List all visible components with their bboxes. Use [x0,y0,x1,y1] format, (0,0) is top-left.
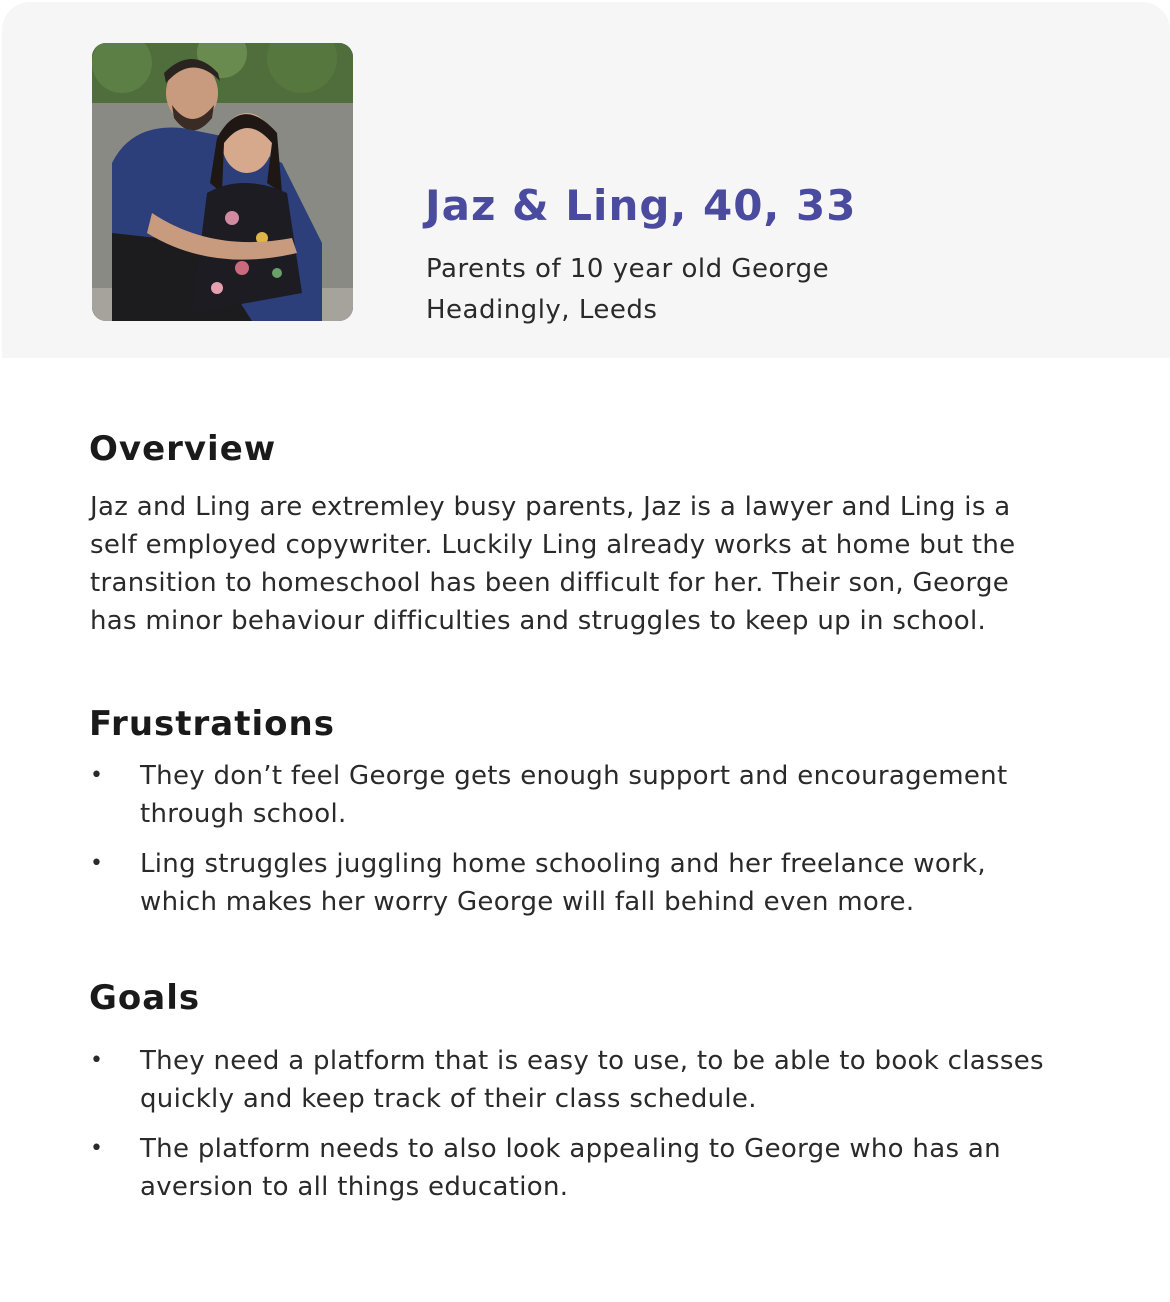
persona-location: Headingly, Leeds [426,295,658,325]
frustrations-list [90,757,1090,933]
goal-text: They need a platform that is easy to use, to be able to book classes [140,1046,1044,1076]
goal-item [90,1130,1090,1206]
frustrations-heading: Frustrations [89,704,335,744]
bullet-icon: • [90,763,104,788]
persona-header [2,2,1170,358]
goals-list [90,1042,1090,1218]
frustration-text: through school. [140,799,347,829]
frustration-text: They don’t feel George gets enough support and encouragement [140,761,1008,791]
overview-line: transition to homeschool has been difficult for her. Their son, George [90,568,1010,598]
overview-line: Jaz and Ling are extremley busy parents, Jaz is a lawyer and Ling is a [90,492,1011,522]
overview-heading: Overview [89,429,277,469]
persona-photo [92,43,353,321]
bullet-icon: • [90,1048,104,1073]
goal-item [90,1042,1090,1118]
bullet-icon: • [90,1136,104,1161]
persona-subtitle: Parents of 10 year old George [426,254,830,284]
goals-heading: Goals [89,978,201,1018]
overview-line: self employed copywriter. Luckily Ling already works at home but the [90,530,1016,560]
frustration-item [90,757,1090,833]
frustration-text: which makes her worry George will fall behind even more. [140,887,915,917]
frustration-item [90,845,1090,921]
goal-text: The platform needs to also look appealing to George who has an [140,1134,1001,1164]
overview-line: has minor behaviour difficulties and struggles to keep up in school. [90,606,987,636]
overview-text [90,488,1080,640]
frustration-text: Ling struggles juggling home schooling and her freelance work, [140,849,986,879]
bullet-icon: • [90,851,104,876]
goal-text: quickly and keep track of their class schedule. [140,1084,757,1114]
couple-photo-image [92,43,353,321]
persona-name: Jaz & Ling, 40, 33 [425,181,857,230]
goal-text: aversion to all things education. [140,1172,569,1202]
